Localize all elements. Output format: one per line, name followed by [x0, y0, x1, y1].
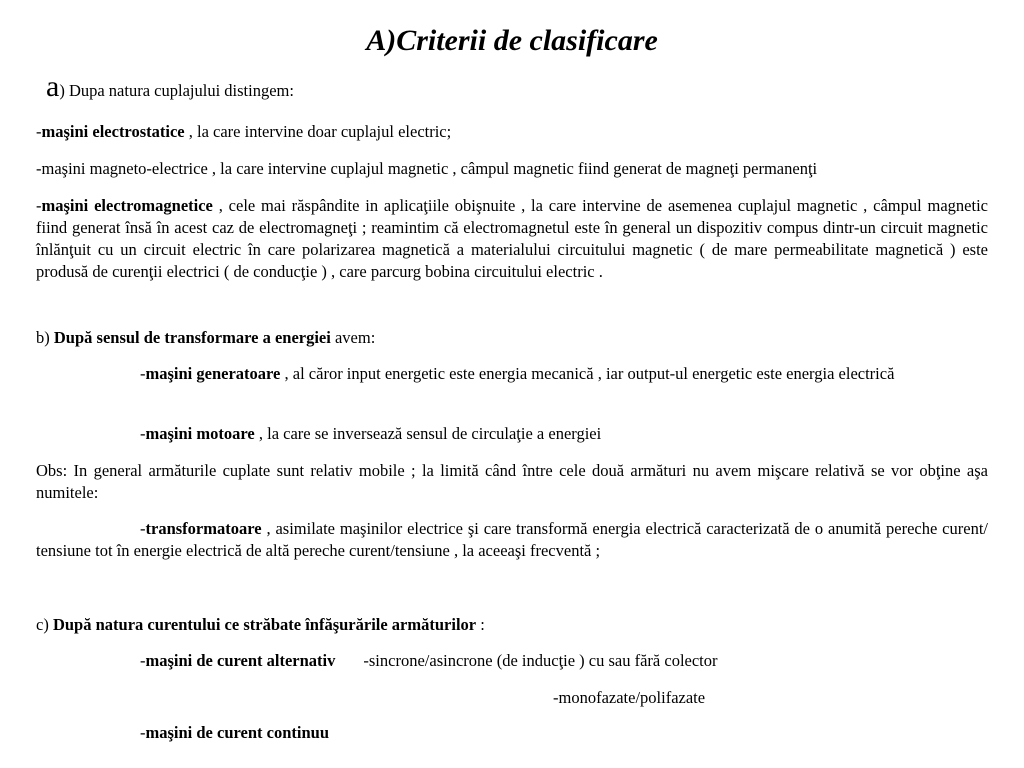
section-c-label: c) [36, 615, 53, 634]
item-detail-2: -monofazate/polifazate [553, 688, 706, 707]
list-item [36, 518, 988, 562]
item-term: maşini generatoare [145, 364, 281, 383]
item-term: transformatoare [145, 519, 262, 538]
list-item [36, 195, 988, 283]
list-item [36, 363, 988, 385]
section-b-heading-rest: avem: [330, 328, 376, 347]
item-text: , cele mai răspândite in aplicaţiile obişnuite , la care intervine de asemenea cuplajul magnetic , câmpul magnetic fiind generat însă în acest caz de electromagneţi ; reamintim că electromagnetul este în general un dispozitiv compus dintr-un circuit magnetic înlănţuit cu un circuit electric în care polarizarea magnetică a materialului circuitului magnetic ( de mare permeabilitate magnetică ) este produsă de curenţii electrici ( de conducţie ) , care parcurg bobina circuitului electric . [36, 196, 988, 281]
list-item [36, 423, 988, 445]
list-item [36, 158, 988, 180]
item-text: , la care se inversează sensul de circulaţie a energiei [254, 424, 602, 443]
item-dash: - [140, 519, 146, 538]
list-item [36, 650, 988, 672]
section-c-heading-rest: : [476, 615, 485, 634]
section-c-heading-bold: După natura curentului ce străbate înfăşurările armăturilor [52, 615, 477, 634]
item-detail: -sincrone/asincrone (de inducţie ) cu sau fără colector [363, 651, 718, 670]
page-title: A)Criterii de clasificare [366, 24, 658, 57]
item-term: maşini de curent continuu [145, 723, 330, 742]
section-b-heading [36, 327, 988, 349]
item-text: , al căror input energetic este energia mecanică , iar output-ul energetic este energia electrică [280, 364, 895, 383]
section-a-letter: a [46, 70, 60, 103]
section-a-heading [46, 70, 998, 103]
item-text: -maşini magneto-electrice , la care intervine cuplajul magnetic , câmpul magnetic fiind generat de magneţi permanenţi [36, 159, 818, 178]
section-a-heading-text: ) Dupa natura cuplajului distingem: [59, 81, 294, 100]
item-text: , asimilate maşinilor electrice şi care transformă energia electrică caracterizată de o anumită pereche curent/ tensiune tot în energie electrică de altă pereche curent/tensiune , la aceeaşi frecventă ; [36, 519, 988, 560]
item-dash: - [140, 651, 146, 670]
item-term: maşini motoare [145, 424, 255, 443]
item-dash: - [140, 364, 146, 383]
list-item [36, 722, 988, 744]
list-item [36, 121, 988, 143]
obs-paragraph: Obs: In general armăturile cuplate sunt relativ mobile ; la limită când între cele două armături nu avem mişcare relativă se vor obţine aşa numitele: [36, 461, 988, 502]
item-dash: - [36, 196, 42, 215]
item-text: , la care intervine doar cuplajul electric; [184, 122, 452, 141]
item-term: maşini electrostatice [41, 122, 185, 141]
item-term: maşini electromagnetice [41, 196, 213, 215]
item-dash: - [140, 723, 146, 742]
section-b-label: b) [36, 328, 54, 347]
section-b-heading-bold: După sensul de transformare a energiei [53, 328, 331, 347]
section-c-heading [36, 614, 988, 636]
item-term: maşini de curent alternativ [145, 651, 336, 670]
item-dash: - [140, 424, 146, 443]
item-dash: - [36, 122, 42, 141]
